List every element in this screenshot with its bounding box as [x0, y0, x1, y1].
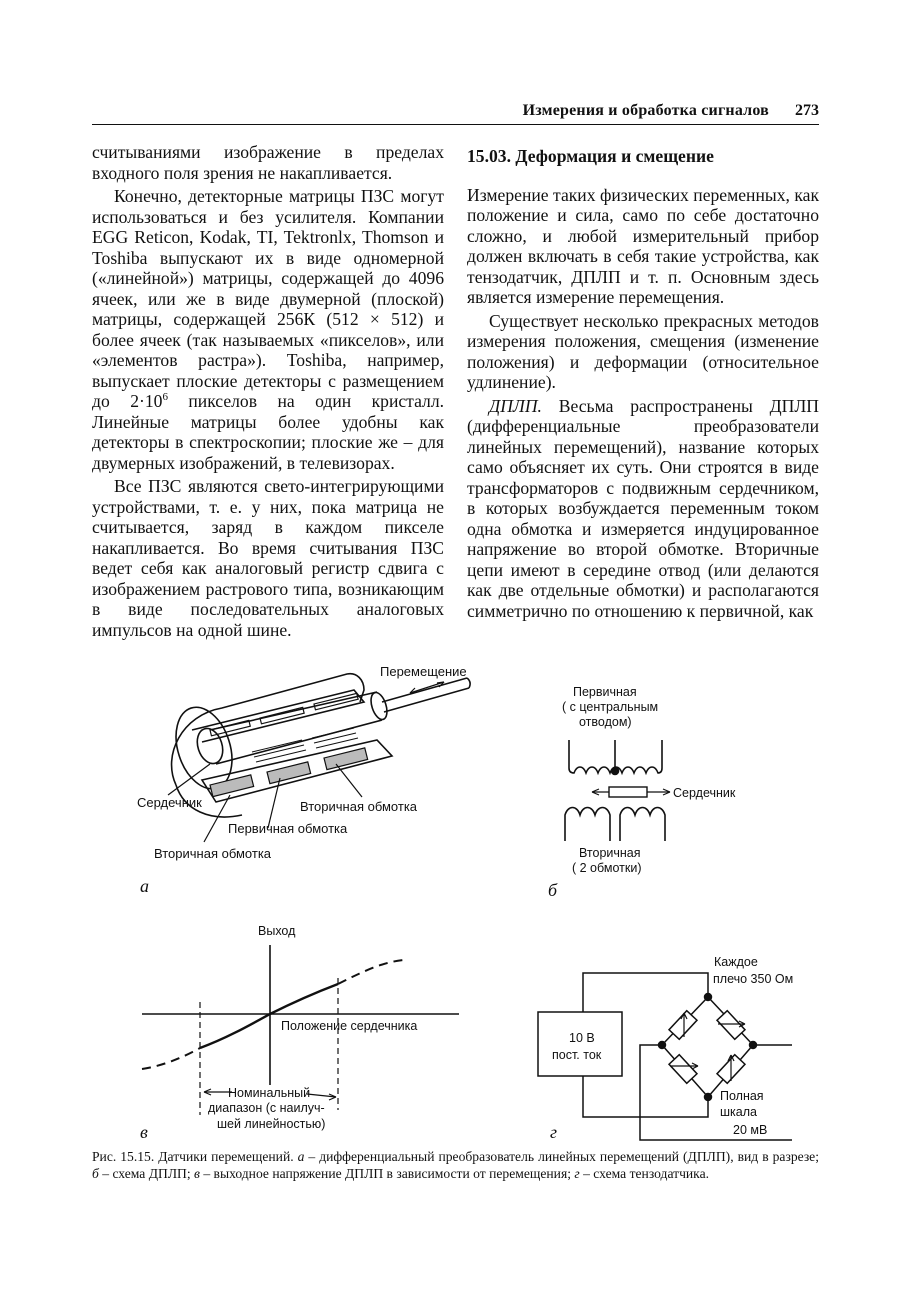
label-x-axis: Положение сердечника — [281, 1019, 418, 1033]
right-column — [467, 142, 819, 621]
caption-letter: а — [297, 1149, 305, 1164]
running-title: Измерения и обработка сигналов — [522, 102, 769, 119]
caption-text: – выходное напряжение ДПЛП в зависимости от перемещения; — [199, 1166, 575, 1181]
label-secondary-left: Вторичная обмотка — [154, 846, 272, 861]
paragraph-text: Конечно, детекторные матрицы ПЗС могут использоваться и без усилителя. Компании EGG Reticon, Kodak, TI, Tektronlx, Thomson и Toshiba выпускают их в виде одномерной («линейной») матрицы, содержащей до 4096 ячеек, или же в виде двумерной (плоской) матрицы, содержащей 256К (512 × 512) и более ячеек (так называемых «пикселов», или «элементов растра»). Toshiba, например, выпускает плоские детекторы с размещением до — [92, 186, 444, 411]
label-secondary-right: Вторичная обмотка — [300, 799, 418, 814]
paragraph: Существует несколько прекрасных методов измерения положения, смещения (изменение положения) и деформации (относительное удлинение). — [467, 310, 819, 392]
paragraph: Измерение таких физических переменных, как положение и сила, само по себе достаточно сложно, и любой измерительный прибор должен включать в себя такие устройства, как тензодатчик, ДПЛП и т. п. Основным здесь является измерение перемещения. — [467, 184, 819, 307]
label-arm-2: плечо 350 Ом — [713, 972, 794, 986]
panel-letter-g: г — [550, 1122, 558, 1142]
paragraph-text: Весьма распространены ДПЛП (дифференциальные преобразователи линейных перемещений), название которых само объясняет их суть. Они строятся в виде трансформаторов с подвижным сердечником, в которых возбуждается переменным током одна обмотка и измеряется индуцированное напряжение во второй обмотке. Вторичные цепи имеют в середине отвод (или делаются как две отдельные обмотки) и располагаются симметрично по отношению к первичной, как — [467, 395, 820, 621]
panel-v-labels — [140, 924, 417, 1142]
label-primary-1: Первичная — [573, 685, 637, 699]
label-secondary-1: Вторичная — [579, 846, 641, 860]
caption-letter: б — [92, 1166, 99, 1181]
paragraph — [467, 396, 819, 622]
label-primary: Первичная обмотка — [228, 821, 348, 836]
paragraph-text: пикселов на один кристалл. Линейные матрицы более удобны как детекторы в спектроскопии; плоские же – для двумерных изображений, в телевизорах. — [92, 391, 444, 473]
panel-b-labels — [548, 685, 736, 900]
left-column — [92, 142, 444, 640]
label-core: Сердечник — [137, 795, 202, 810]
paragraph-text: 2·10 — [130, 391, 163, 411]
paragraph — [92, 186, 444, 473]
paragraph: считываниями изображение в пределах входного поля зрения не накапливается. — [92, 142, 444, 183]
caption-letter: в — [194, 1166, 200, 1181]
panel-letter-a: а — [140, 876, 149, 896]
label-primary-2: ( с центральным — [562, 700, 659, 714]
panel-g-labels — [550, 955, 793, 1142]
caption-text: – дифференциальный преобразователь линейных перемещений (ДПЛП), вид в разрезе; — [304, 1149, 819, 1164]
paragraph: Все ПЗС являются свето-интегрирующими устройствами, т. е. у них, пока матрица не считывается, заряд в каждом пикселе накапливается. Во время считывания ПЗС ведет себя как аналоговый регистр сдвига с изображением растрового типа, возникающим в виде последовательных аналоговых импульсов на одной шине. — [92, 476, 444, 640]
section-title: 15.03. Деформация и смещение — [467, 146, 714, 166]
running-head — [92, 100, 819, 122]
panel-letter-v: в — [140, 1122, 148, 1142]
panel-b-lvdt-schematic — [565, 740, 670, 841]
label-fs-3: 20 мВ — [733, 1123, 768, 1137]
label-primary-3: отводом) — [579, 715, 632, 729]
label-range-3: шей линейностью) — [217, 1117, 326, 1131]
label-secondary-2: ( 2 обмотки) — [572, 861, 642, 875]
caption-letter: г — [574, 1166, 580, 1181]
figure-caption — [92, 1148, 819, 1182]
label-fs-2: шкала — [720, 1105, 757, 1119]
label-range-2: диапазон (с наилуч- — [208, 1101, 325, 1115]
label-arm-1: Каждое — [714, 955, 758, 969]
superscript: 6 — [162, 391, 168, 404]
label-displacement: Перемещение — [380, 664, 467, 679]
figure-15-15 — [92, 660, 822, 1145]
caption-prefix: Рис. 15.15. Датчики перемещений. — [92, 1149, 298, 1164]
italic-lead: ДПЛП. — [489, 395, 542, 416]
panel-a-lvdt-cutaway — [166, 674, 470, 842]
label-source-1: 10 В — [569, 1031, 595, 1045]
caption-text: – схема ДПЛП; — [98, 1166, 195, 1181]
panel-letter-b: б — [548, 880, 558, 900]
label-core-b: Сердечник — [673, 786, 736, 800]
label-source-2: пост. ток — [552, 1048, 602, 1062]
caption-text: – схема тензодатчика. — [579, 1166, 710, 1181]
label-fs-1: Полная — [720, 1089, 764, 1103]
header-rule — [92, 124, 819, 125]
label-y-axis: Выход — [258, 924, 296, 938]
label-range-1: Номинальный — [228, 1086, 311, 1100]
page-number: 273 — [795, 102, 819, 119]
